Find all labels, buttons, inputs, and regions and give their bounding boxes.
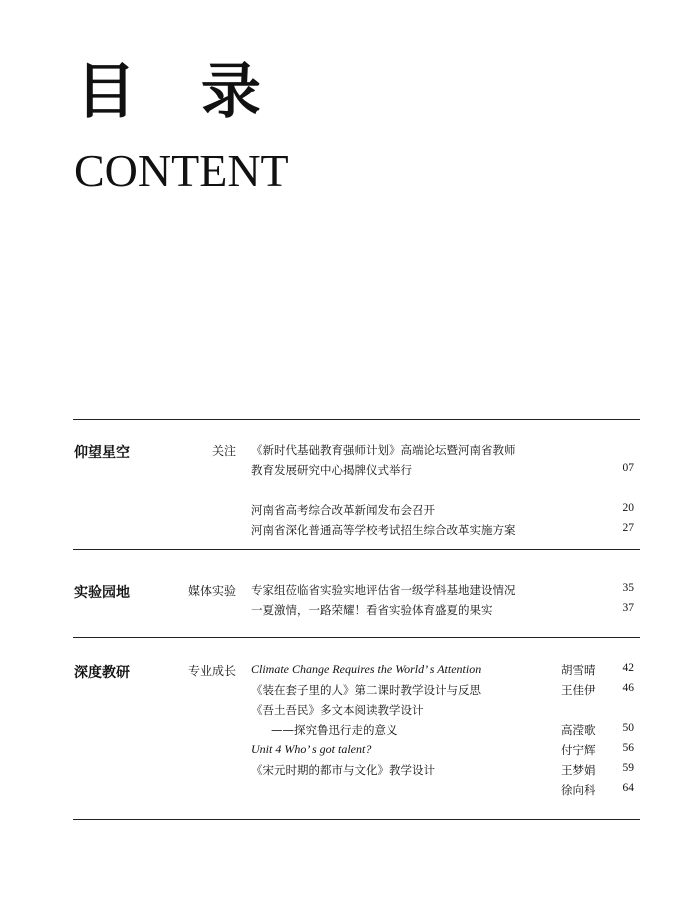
page-number: 35	[622, 582, 634, 594]
divider	[73, 819, 640, 820]
toc-entry[interactable]: 《装在套子里的人》第二课时教学设计与反思	[251, 683, 481, 697]
section-subtitle: 关注	[212, 444, 237, 458]
toc-entry[interactable]: Climate Change Requires the World’ s Attention	[251, 662, 482, 676]
section-subtitle: 专业成长	[188, 664, 237, 678]
author: 王佳伊	[561, 683, 596, 697]
author: 付宁辉	[561, 743, 596, 757]
divider	[73, 549, 640, 550]
toc-entry[interactable]: 《宋元时期的都市与文化》教学设计	[251, 763, 435, 777]
divider	[73, 637, 640, 638]
page-number: 07	[622, 462, 634, 474]
page-number: 56	[622, 742, 634, 754]
author: 胡雪晴	[561, 663, 596, 677]
toc-entry[interactable]: 专家组莅临省实验实地评估省一级学科基地建设情况	[251, 583, 516, 597]
author: 高滢歌	[561, 723, 596, 737]
divider	[73, 419, 640, 420]
section-title: 仰望星空	[74, 445, 130, 461]
page-number: 37	[622, 602, 634, 614]
page-number: 46	[622, 682, 634, 694]
toc-entry[interactable]: 河南省高考综合改革新闻发布会召开	[251, 503, 435, 517]
toc-title-english: CONTENT	[74, 145, 289, 196]
author: 王梦娟	[561, 763, 596, 777]
author: 徐向科	[561, 783, 596, 797]
toc-entry[interactable]: ——探究鲁迅行走的意义	[271, 723, 398, 737]
toc-entry[interactable]: 《新时代基础教育强师计划》高端论坛暨河南省教师	[251, 443, 516, 457]
page-number: 64	[622, 782, 634, 794]
page-number: 27	[622, 522, 634, 534]
page-number: 59	[622, 762, 634, 774]
page-number: 50	[622, 722, 634, 734]
section-subtitle: 媒体实验	[188, 584, 237, 598]
section-title: 深度教研	[74, 665, 130, 681]
section-title: 实验园地	[74, 585, 130, 601]
page-number: 42	[622, 662, 634, 674]
toc-entry[interactable]: 一夏激情，一路荣耀！看省实验体育盛夏的果实	[251, 603, 493, 617]
toc-entry[interactable]: 河南省深化普通高等学校考试招生综合改革实施方案	[251, 523, 516, 537]
toc-title-chinese: 目 录	[76, 57, 283, 127]
toc-entry[interactable]: 《吾土吾民》多文本阅读教学设计	[251, 703, 424, 717]
toc-entry[interactable]: 教育发展研究中心揭牌仪式举行	[251, 463, 412, 477]
toc-entry[interactable]: Unit 4 Who’ s got talent?	[251, 742, 372, 756]
page-number: 20	[622, 502, 634, 514]
